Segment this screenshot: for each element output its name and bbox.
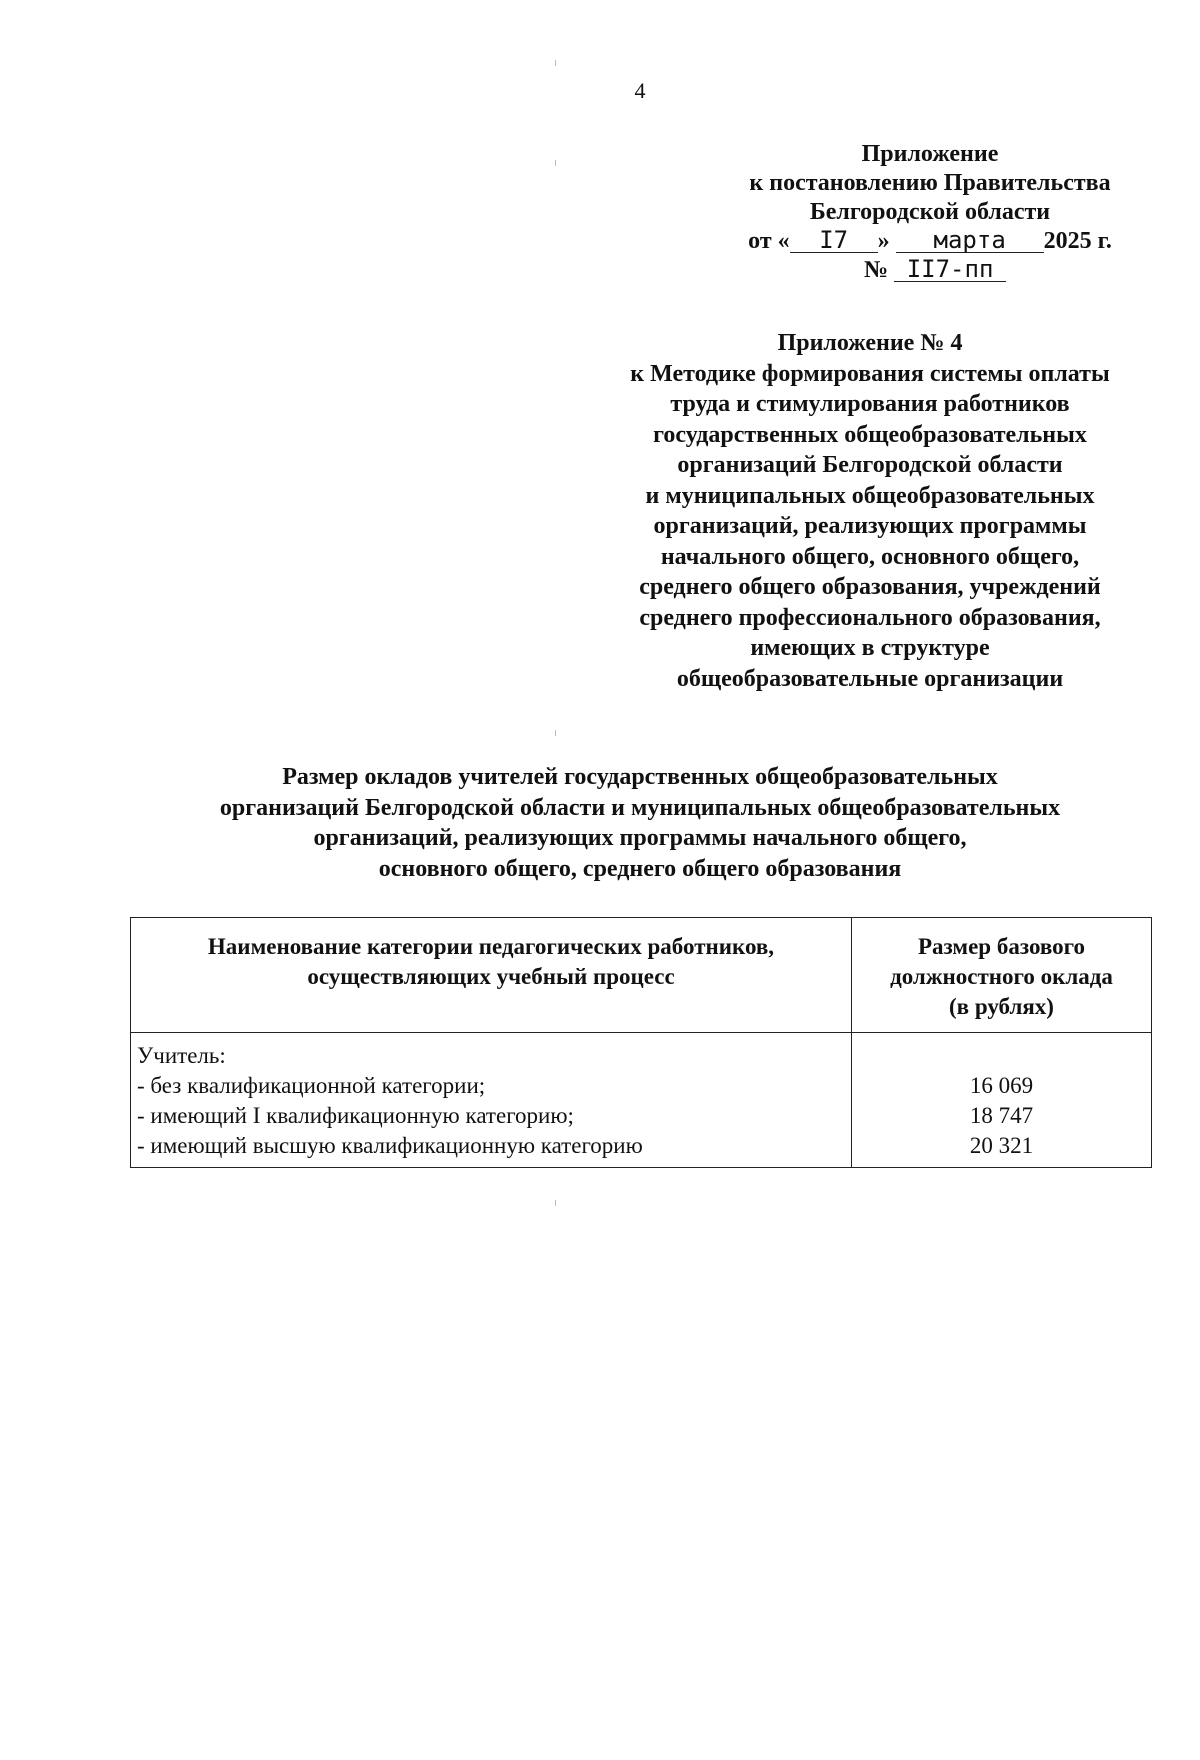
table-row xyxy=(131,1033,1152,1168)
approval-line-1: Приложение xyxy=(861,141,999,167)
category-cell xyxy=(131,1033,852,1168)
appendix-line: организаций, реализующих программы xyxy=(653,513,1087,539)
salary-spacer xyxy=(858,1041,1145,1071)
salary-value: 18 747 xyxy=(969,1103,1034,1128)
appendix-block xyxy=(585,328,1155,694)
header-salary-line: (в рублях) xyxy=(949,994,1054,1019)
appendix-line: государственных общеобразовательных xyxy=(653,421,1087,448)
category-item: - имеющий высшую квалификационную категорию xyxy=(137,1133,643,1158)
scan-speck xyxy=(555,730,556,736)
category-item: - имеющий I квалификационную категорию; xyxy=(137,1103,574,1128)
scan-speck xyxy=(555,160,556,166)
appendix-line: организаций Белгородской области xyxy=(677,452,1063,478)
category-heading: Учитель: xyxy=(137,1043,226,1068)
salary-cell xyxy=(852,1033,1152,1168)
appendix-line: начального общего, основного общего, xyxy=(660,543,1080,570)
header-category-line: осуществляющих учебный процесс xyxy=(307,964,675,989)
approval-number-line xyxy=(690,256,1170,285)
approval-line-2: к постановлению Правительства xyxy=(749,170,1111,196)
appendix-line: имеющих в структуре xyxy=(750,635,990,661)
header-category-line: Наименование категории педагогических работников, xyxy=(207,934,775,959)
date-year: 2025 г. xyxy=(1043,228,1112,254)
appendix-line: Приложение № 4 xyxy=(777,330,963,356)
title-line: Размер окладов учителей государственных общеобразовательных xyxy=(282,764,998,790)
appendix-line: и муниципальных общеобразовательных xyxy=(645,482,1095,509)
approval-line-3: Белгородской области xyxy=(809,199,1051,225)
category-item: - без квалификационной категории; xyxy=(137,1073,486,1098)
appendix-line: среднего профессионального образования, xyxy=(639,604,1101,631)
salary-value: 16 069 xyxy=(969,1073,1034,1098)
approval-date-line xyxy=(690,227,1170,256)
header-salary-line: Размер базового xyxy=(917,934,1086,959)
header-salary xyxy=(852,918,1152,1033)
header-category xyxy=(131,918,852,1033)
number-prefix: № xyxy=(863,257,889,283)
title-line: основного общего, среднего общего образования xyxy=(378,855,902,882)
scan-speck xyxy=(555,1200,556,1206)
appendix-line: труда и стимулирования работников xyxy=(670,391,1070,417)
appendix-line: среднего общего образования, учреждений xyxy=(639,574,1101,600)
page-number: 4 xyxy=(634,78,646,103)
title-line: организаций, реализующих программы начального общего, xyxy=(313,825,967,851)
date-month: марта xyxy=(896,228,1044,253)
salary-table xyxy=(130,917,1152,1168)
date-day: I7 xyxy=(790,228,878,253)
date-mid: » xyxy=(877,228,890,254)
scan-speck xyxy=(555,60,556,66)
appendix-line: к Методике формирования системы оплаты xyxy=(630,360,1110,387)
appendix-line: общеобразовательные организации xyxy=(676,665,1064,692)
header-salary-line: должностного оклада xyxy=(890,964,1113,989)
document-title xyxy=(130,762,1150,884)
title-line: организаций Белгородской области и муниципальных общеобразовательных xyxy=(219,794,1061,821)
date-prefix: от « xyxy=(748,228,790,254)
salary-value: 20 321 xyxy=(969,1133,1034,1158)
table-header-row xyxy=(131,918,1152,1033)
approval-block xyxy=(690,140,1170,285)
number-value: II7-пп xyxy=(894,257,1006,282)
